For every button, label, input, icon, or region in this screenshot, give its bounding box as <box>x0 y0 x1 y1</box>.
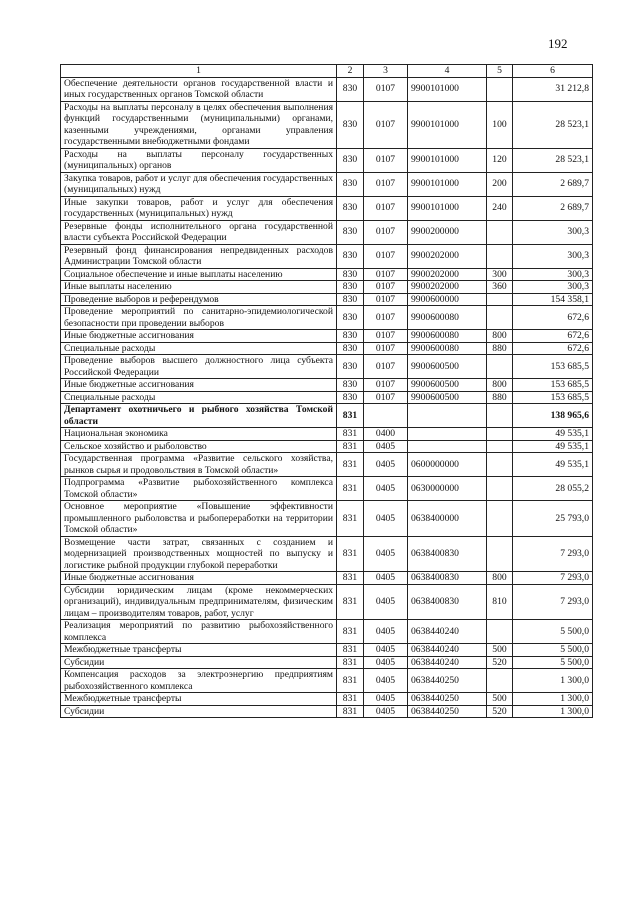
row-admin-code: 830 <box>337 196 364 220</box>
row-admin-code: 830 <box>337 268 364 281</box>
row-amount: 154 358,1 <box>513 293 593 306</box>
row-amount: 672,6 <box>513 342 593 355</box>
row-amount: 28 523,1 <box>513 101 593 148</box>
table-row <box>61 379 593 392</box>
row-name: Подпрограмма «Развитие рыбохозяйственного комплекса Томской области» <box>61 477 337 501</box>
row-target-article: 9900202000 <box>408 268 487 281</box>
row-section-code: 0405 <box>364 656 408 669</box>
row-target-article: 9900202000 <box>408 244 487 268</box>
row-section-code: 0107 <box>364 355 408 379</box>
row-target-article: 0638400830 <box>408 572 487 585</box>
row-expense-type <box>487 428 513 441</box>
table-row <box>61 536 593 572</box>
row-target-article: 9900101000 <box>408 196 487 220</box>
table-row <box>61 656 593 669</box>
row-name: Реализация мероприятий по развитию рыбохозяйственного комплекса <box>61 620 337 644</box>
row-admin-code: 831 <box>337 656 364 669</box>
col-header-2: 2 <box>337 65 364 78</box>
row-target-article: 9900101000 <box>408 77 487 101</box>
row-amount: 1 300,0 <box>513 669 593 693</box>
row-amount: 5 500,0 <box>513 656 593 669</box>
row-name: Обеспечение деятельности органов государственной власти и иных государственных органов Томской области <box>61 77 337 101</box>
row-target-article: 9900600080 <box>408 342 487 355</box>
table-row <box>61 477 593 501</box>
row-target-article: 0638400830 <box>408 536 487 572</box>
table-row <box>61 281 593 294</box>
row-amount: 153 685,5 <box>513 391 593 404</box>
row-target-article: 9900600080 <box>408 306 487 330</box>
row-amount: 2 689,7 <box>513 196 593 220</box>
table-row <box>61 172 593 196</box>
row-amount: 28 523,1 <box>513 148 593 172</box>
row-target-article: 0600000000 <box>408 453 487 477</box>
row-admin-code: 831 <box>337 620 364 644</box>
row-target-article <box>408 404 487 428</box>
table-row <box>61 404 593 428</box>
row-expense-type <box>487 244 513 268</box>
row-expense-type: 120 <box>487 148 513 172</box>
table-row <box>61 620 593 644</box>
row-section-code: 0405 <box>364 669 408 693</box>
row-admin-code: 831 <box>337 584 364 620</box>
row-amount: 300,3 <box>513 220 593 244</box>
row-expense-type: 100 <box>487 101 513 148</box>
row-section-code: 0107 <box>364 281 408 294</box>
row-expense-type: 360 <box>487 281 513 294</box>
row-name: Иные закупки товаров, работ и услуг для обеспечения государственных (муниципальных) нужд <box>61 196 337 220</box>
row-name: Межбюджетные трансферты <box>61 693 337 706</box>
header-row <box>61 65 593 78</box>
table-row <box>61 244 593 268</box>
row-name: Иные бюджетные ассигнования <box>61 330 337 343</box>
row-amount: 672,6 <box>513 330 593 343</box>
row-admin-code: 830 <box>337 77 364 101</box>
table-row <box>61 572 593 585</box>
row-target-article <box>408 440 487 453</box>
row-amount: 49 535,1 <box>513 428 593 441</box>
row-target-article: 9900600080 <box>408 330 487 343</box>
row-expense-type: 520 <box>487 656 513 669</box>
row-name: Резервные фонды исполнительного органа государственной власти субъекта Российской Федерации <box>61 220 337 244</box>
row-target-article: 0638440240 <box>408 620 487 644</box>
row-amount: 7 293,0 <box>513 572 593 585</box>
row-section-code: 0405 <box>364 440 408 453</box>
row-amount: 7 293,0 <box>513 584 593 620</box>
row-admin-code: 831 <box>337 404 364 428</box>
row-name: Субсидии <box>61 656 337 669</box>
col-header-4: 4 <box>408 65 487 78</box>
table-row <box>61 268 593 281</box>
row-name: Компенсация расходов за электроэнергию предприятиям рыбохозяйственного комплекса <box>61 669 337 693</box>
table-row <box>61 342 593 355</box>
row-name: Проведение мероприятий по санитарно-эпидемиологической безопасности при проведении выборов <box>61 306 337 330</box>
row-target-article: 9900101000 <box>408 101 487 148</box>
row-target-article: 0638400830 <box>408 584 487 620</box>
row-section-code: 0405 <box>364 536 408 572</box>
row-expense-type: 200 <box>487 172 513 196</box>
row-expense-type <box>487 306 513 330</box>
row-expense-type: 800 <box>487 379 513 392</box>
page-number: 192 <box>548 36 568 51</box>
row-section-code: 0405 <box>364 572 408 585</box>
row-amount: 300,3 <box>513 268 593 281</box>
row-expense-type <box>487 501 513 537</box>
row-name: Социальное обеспечение и иные выплаты населению <box>61 268 337 281</box>
row-amount: 5 500,0 <box>513 644 593 657</box>
row-section-code: 0400 <box>364 428 408 441</box>
row-name: Возмещение части затрат, связанных с созданием и модернизацией производственных мощностей по выпуску и логистике рыбной продукции глубокой переработки <box>61 536 337 572</box>
row-target-article: 9900600000 <box>408 293 487 306</box>
row-admin-code: 830 <box>337 342 364 355</box>
col-header-3: 3 <box>364 65 408 78</box>
table-row <box>61 440 593 453</box>
row-section-code: 0405 <box>364 501 408 537</box>
row-target-article: 0638440240 <box>408 644 487 657</box>
row-expense-type: 800 <box>487 572 513 585</box>
row-expense-type: 880 <box>487 391 513 404</box>
row-name: Расходы на выплаты персоналу в целях обеспечения выполнения функций государственными (муниципальными) органами, казенными учреждениями, органами управления государственными внебюджетными фондами <box>61 101 337 148</box>
row-section-code: 0107 <box>364 77 408 101</box>
row-section-code: 0107 <box>364 306 408 330</box>
row-expense-type: 240 <box>487 196 513 220</box>
row-admin-code: 831 <box>337 644 364 657</box>
row-expense-type <box>487 620 513 644</box>
row-target-article: 0638440240 <box>408 656 487 669</box>
row-expense-type: 500 <box>487 644 513 657</box>
row-name: Субсидии <box>61 705 337 718</box>
row-target-article: 9900101000 <box>408 172 487 196</box>
col-header-5: 5 <box>487 65 513 78</box>
table-row <box>61 584 593 620</box>
row-name: Специальные расходы <box>61 391 337 404</box>
row-name: Проведение выборов высшего должностного лица субъекта Российской Федерации <box>61 355 337 379</box>
row-target-article <box>408 428 487 441</box>
row-amount: 153 685,5 <box>513 355 593 379</box>
row-amount: 672,6 <box>513 306 593 330</box>
row-section-code: 0107 <box>364 172 408 196</box>
budget-table <box>60 64 593 718</box>
row-amount: 28 055,2 <box>513 477 593 501</box>
row-admin-code: 830 <box>337 148 364 172</box>
row-admin-code: 830 <box>337 244 364 268</box>
row-name: Государственная программа «Развитие сельского хозяйства, рынков сырья и продовольствия в Томской области» <box>61 453 337 477</box>
row-expense-type <box>487 355 513 379</box>
row-expense-type <box>487 440 513 453</box>
row-expense-type: 810 <box>487 584 513 620</box>
row-amount: 1 300,0 <box>513 693 593 706</box>
row-admin-code: 830 <box>337 101 364 148</box>
row-section-code <box>364 404 408 428</box>
row-target-article: 9900101000 <box>408 148 487 172</box>
row-section-code: 0107 <box>364 101 408 148</box>
row-target-article: 0638440250 <box>408 705 487 718</box>
row-admin-code: 831 <box>337 501 364 537</box>
row-expense-type <box>487 453 513 477</box>
row-section-code: 0405 <box>364 477 408 501</box>
row-amount: 300,3 <box>513 281 593 294</box>
row-name: Специальные расходы <box>61 342 337 355</box>
row-section-code: 0107 <box>364 148 408 172</box>
table-row <box>61 330 593 343</box>
row-name: Резервный фонд финансирования непредвиденных расходов Администрации Томской области <box>61 244 337 268</box>
row-name: Иные бюджетные ассигнования <box>61 379 337 392</box>
row-section-code: 0405 <box>364 693 408 706</box>
row-name: Национальная экономика <box>61 428 337 441</box>
row-expense-type: 300 <box>487 268 513 281</box>
table-row <box>61 148 593 172</box>
row-target-article: 0630000000 <box>408 477 487 501</box>
row-section-code: 0107 <box>364 220 408 244</box>
row-target-article: 9900202000 <box>408 281 487 294</box>
row-name: Иные бюджетные ассигнования <box>61 572 337 585</box>
table-row <box>61 501 593 537</box>
row-target-article: 9900600500 <box>408 355 487 379</box>
row-name: Закупка товаров, работ и услуг для обеспечения государственных (муниципальных) нужд <box>61 172 337 196</box>
table-row <box>61 669 593 693</box>
row-admin-code: 830 <box>337 391 364 404</box>
row-amount: 153 685,5 <box>513 379 593 392</box>
table-row <box>61 693 593 706</box>
row-admin-code: 831 <box>337 536 364 572</box>
table-body <box>61 77 593 718</box>
row-section-code: 0405 <box>364 705 408 718</box>
row-amount: 300,3 <box>513 244 593 268</box>
row-target-article: 0638440250 <box>408 693 487 706</box>
row-section-code: 0405 <box>364 453 408 477</box>
row-section-code: 0107 <box>364 391 408 404</box>
row-section-code: 0107 <box>364 196 408 220</box>
row-name: Сельское хозяйство и рыболовство <box>61 440 337 453</box>
table-row <box>61 196 593 220</box>
row-target-article: 9900600500 <box>408 379 487 392</box>
row-name: Департамент охотничьего и рыбного хозяйства Томской области <box>61 404 337 428</box>
row-target-article: 0638440250 <box>408 669 487 693</box>
table-row <box>61 644 593 657</box>
row-expense-type <box>487 77 513 101</box>
table-row <box>61 306 593 330</box>
row-admin-code: 830 <box>337 379 364 392</box>
table-row <box>61 428 593 441</box>
row-expense-type <box>487 669 513 693</box>
row-admin-code: 831 <box>337 440 364 453</box>
row-section-code: 0405 <box>364 620 408 644</box>
row-section-code: 0107 <box>364 293 408 306</box>
row-admin-code: 830 <box>337 330 364 343</box>
row-name: Расходы на выплаты персоналу государственных (муниципальных) органов <box>61 148 337 172</box>
row-name: Межбюджетные трансферты <box>61 644 337 657</box>
row-expense-type <box>487 220 513 244</box>
row-admin-code: 831 <box>337 669 364 693</box>
row-expense-type <box>487 536 513 572</box>
row-admin-code: 830 <box>337 306 364 330</box>
row-expense-type: 880 <box>487 342 513 355</box>
row-expense-type <box>487 293 513 306</box>
row-admin-code: 831 <box>337 453 364 477</box>
row-expense-type: 500 <box>487 693 513 706</box>
row-section-code: 0107 <box>364 342 408 355</box>
row-name: Иные выплаты населению <box>61 281 337 294</box>
row-amount: 7 293,0 <box>513 536 593 572</box>
row-expense-type: 520 <box>487 705 513 718</box>
row-admin-code: 831 <box>337 428 364 441</box>
row-amount: 1 300,0 <box>513 705 593 718</box>
row-amount: 49 535,1 <box>513 440 593 453</box>
row-section-code: 0405 <box>364 584 408 620</box>
row-section-code: 0107 <box>364 330 408 343</box>
row-name: Основное мероприятие «Повышение эффективности промышленного рыболовства и рыбопереработки на территории Томской области» <box>61 501 337 537</box>
table-row <box>61 101 593 148</box>
row-amount: 5 500,0 <box>513 620 593 644</box>
row-admin-code: 831 <box>337 572 364 585</box>
table-row <box>61 77 593 101</box>
table-row <box>61 220 593 244</box>
col-header-6: 6 <box>513 65 593 78</box>
col-header-1: 1 <box>61 65 337 78</box>
row-name: Субсидии юридическим лицам (кроме некоммерческих организаций), индивидуальным предпринимателям, физическим лицам – производителям товаров, работ, услуг <box>61 584 337 620</box>
row-admin-code: 830 <box>337 293 364 306</box>
row-target-article: 9900200000 <box>408 220 487 244</box>
row-admin-code: 830 <box>337 281 364 294</box>
row-amount: 25 793,0 <box>513 501 593 537</box>
row-section-code: 0107 <box>364 244 408 268</box>
row-expense-type: 800 <box>487 330 513 343</box>
row-target-article: 9900600500 <box>408 391 487 404</box>
table-row <box>61 391 593 404</box>
row-section-code: 0107 <box>364 268 408 281</box>
table-row <box>61 453 593 477</box>
row-target-article: 0638400000 <box>408 501 487 537</box>
row-expense-type <box>487 477 513 501</box>
row-admin-code: 831 <box>337 477 364 501</box>
row-expense-type <box>487 404 513 428</box>
row-section-code: 0405 <box>364 644 408 657</box>
row-admin-code: 831 <box>337 693 364 706</box>
row-admin-code: 831 <box>337 705 364 718</box>
table-row <box>61 705 593 718</box>
row-section-code: 0107 <box>364 379 408 392</box>
table-row <box>61 293 593 306</box>
row-admin-code: 830 <box>337 172 364 196</box>
row-name: Проведение выборов и референдумов <box>61 293 337 306</box>
row-amount: 49 535,1 <box>513 453 593 477</box>
row-admin-code: 830 <box>337 220 364 244</box>
row-amount: 31 212,8 <box>513 77 593 101</box>
row-amount: 2 689,7 <box>513 172 593 196</box>
row-amount: 138 965,6 <box>513 404 593 428</box>
table-row <box>61 355 593 379</box>
row-admin-code: 830 <box>337 355 364 379</box>
